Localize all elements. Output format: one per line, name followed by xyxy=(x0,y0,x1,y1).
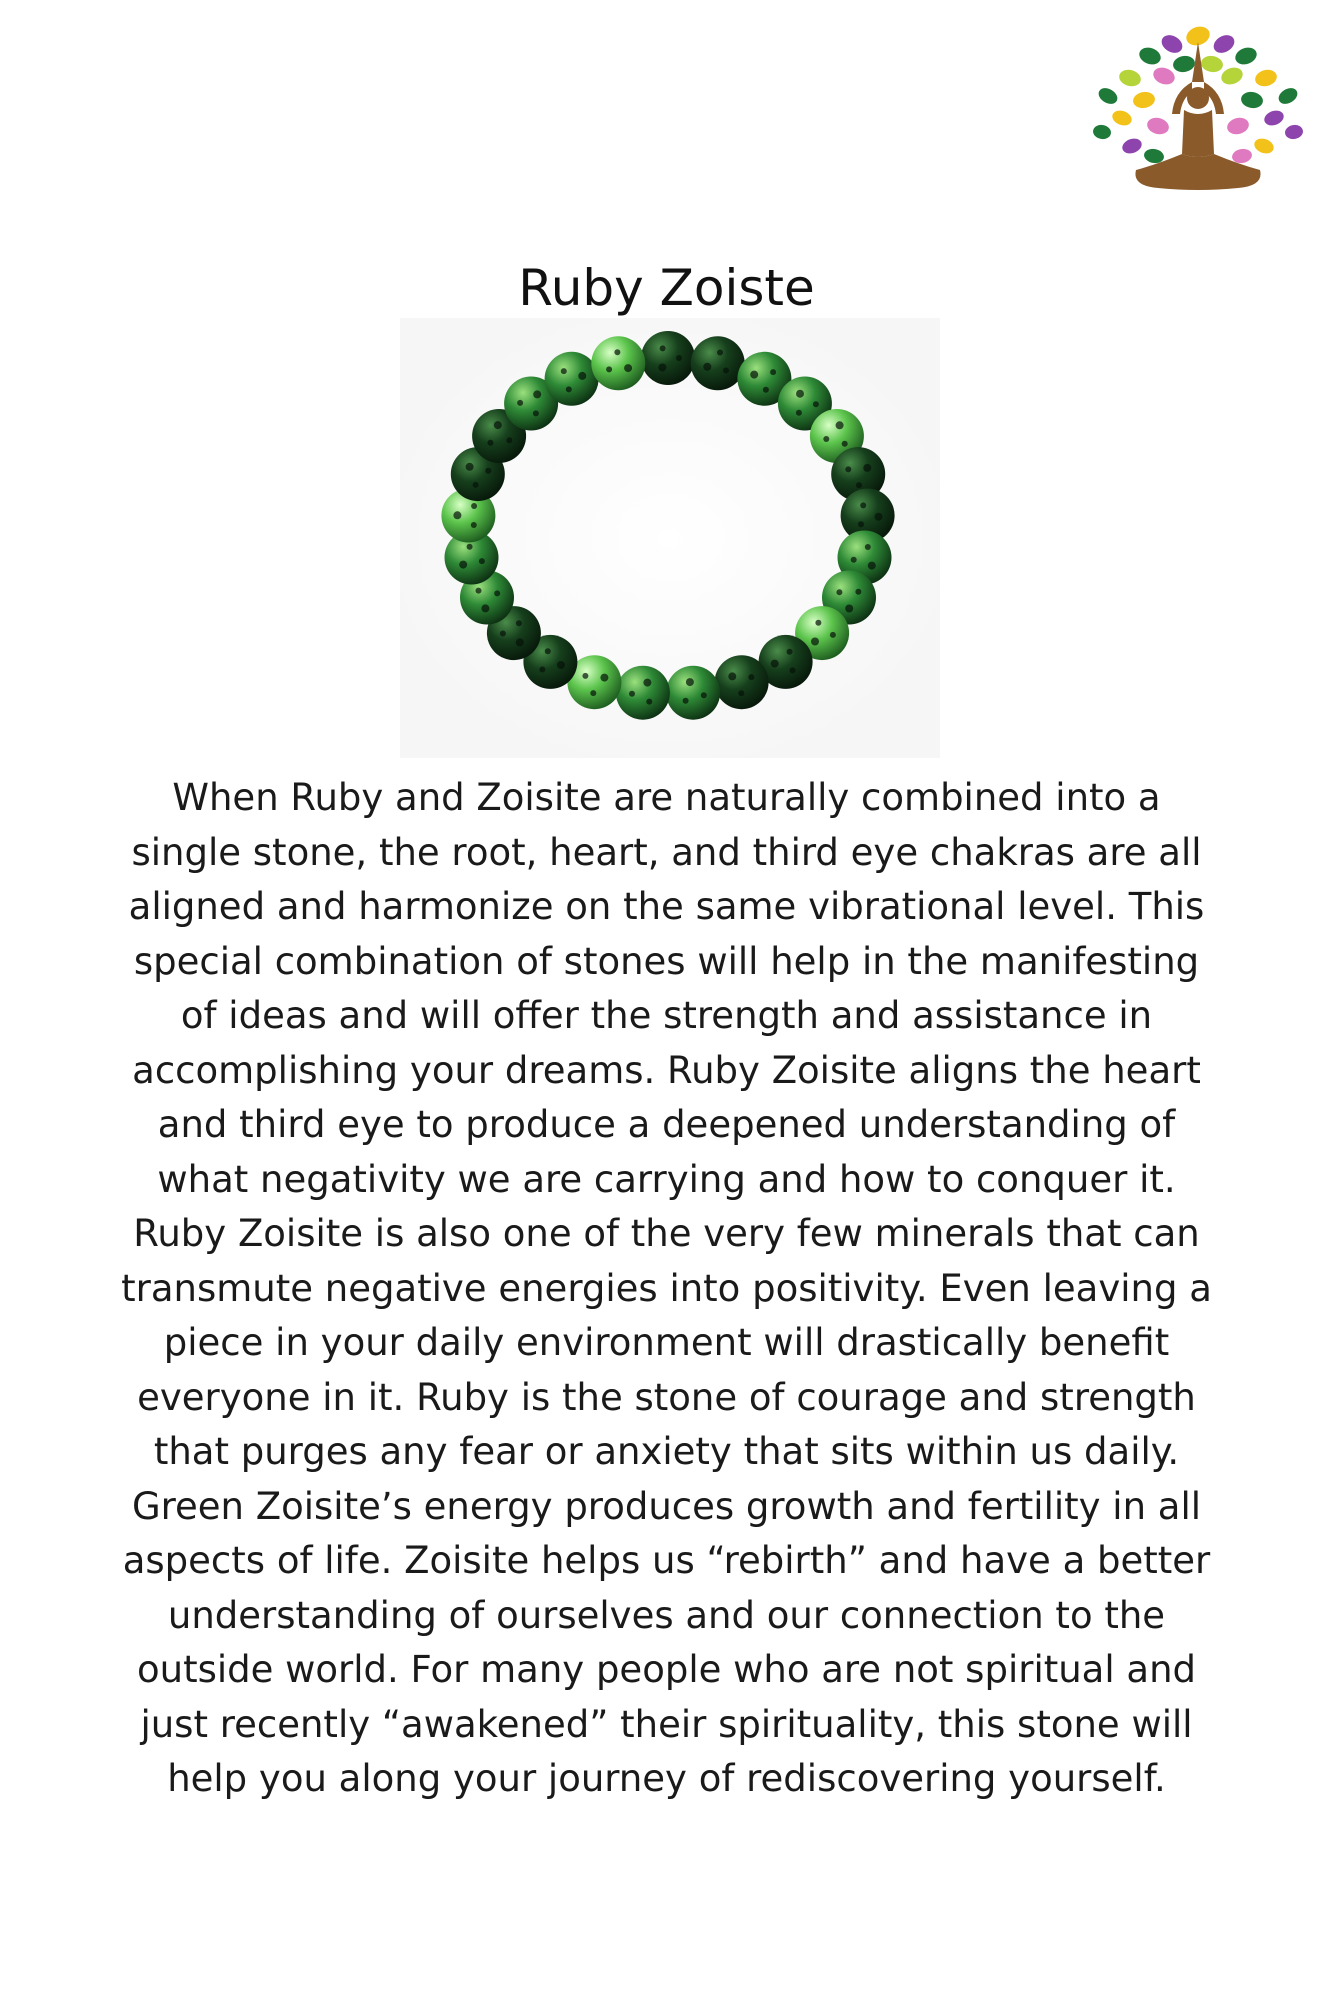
bead-speckle xyxy=(813,401,819,407)
bead-speckle xyxy=(494,590,500,596)
bead-speckle xyxy=(811,638,819,646)
bead-speckle xyxy=(660,345,666,351)
bead-speckle xyxy=(566,386,572,392)
bead-speckle xyxy=(473,482,479,488)
bead-speckle xyxy=(830,632,836,638)
meditating-figure-tree-logo xyxy=(1088,22,1308,212)
bead-speckle xyxy=(487,440,493,446)
bead-speckle xyxy=(606,366,612,372)
bead-speckle xyxy=(836,421,844,429)
bead-speckle xyxy=(750,371,758,379)
bead-speckle xyxy=(683,698,689,704)
bracelet-bead xyxy=(616,666,670,720)
bead-speckle xyxy=(561,368,567,374)
bead-speckle xyxy=(701,692,707,698)
bead-speckle xyxy=(500,631,506,637)
bead-speckle xyxy=(875,513,883,521)
bead-speckle xyxy=(796,410,802,416)
bead-speckle xyxy=(471,503,477,509)
bead-speckle xyxy=(851,557,857,563)
bead-speckle xyxy=(494,421,502,429)
bead-speckle xyxy=(856,482,862,488)
bead-speckle xyxy=(466,463,474,471)
bead-speckle xyxy=(686,678,694,686)
bead-speckle xyxy=(658,364,666,372)
bead-speckle xyxy=(723,368,729,374)
bead-speckle xyxy=(748,674,754,680)
bracelet-bead xyxy=(641,331,695,385)
bead-speckle xyxy=(481,604,489,612)
bead-speckle xyxy=(842,441,848,447)
bead-speckle xyxy=(787,649,793,655)
bead-speckle xyxy=(557,661,565,669)
bead-speckle xyxy=(516,620,522,626)
bead-speckle xyxy=(845,466,851,472)
bead-speckle xyxy=(479,558,485,564)
bead-speckle xyxy=(643,679,651,687)
bead-speckle xyxy=(516,638,524,646)
bracelet-bead xyxy=(666,666,720,720)
bead-speckle xyxy=(771,660,779,668)
bead-speckle xyxy=(796,390,804,398)
bead-speckle xyxy=(467,544,473,550)
bead-speckle xyxy=(590,690,596,696)
bead-speckle xyxy=(629,691,635,697)
bead-speckle xyxy=(815,620,821,626)
bead-speckle xyxy=(823,436,829,442)
bead-speckle xyxy=(614,349,620,355)
bead-speckle xyxy=(717,350,723,356)
bracelet-bead xyxy=(715,655,769,709)
bead-speckle xyxy=(855,589,861,595)
bead-speckle xyxy=(790,667,796,673)
bead-speckle xyxy=(858,521,864,527)
bead-speckle xyxy=(865,544,871,550)
bead-speckle xyxy=(539,667,545,673)
bead-speckle xyxy=(863,464,871,472)
bead-speckle xyxy=(624,364,632,372)
bead-speckle xyxy=(646,699,652,705)
bead-speckle xyxy=(728,672,736,680)
bead-speckle xyxy=(738,690,744,696)
bead-speckle xyxy=(517,400,523,406)
bead-speckle xyxy=(506,437,512,443)
bead-speckle xyxy=(868,562,876,570)
bead-speckle xyxy=(600,674,608,682)
bead-speckle xyxy=(763,387,769,393)
bead-speckle xyxy=(582,673,588,679)
bead-speckle xyxy=(485,468,491,474)
beaded-bracelet-image xyxy=(400,318,940,758)
bead-speckle xyxy=(770,369,776,375)
bead-speckle xyxy=(471,522,477,528)
bead-speckle xyxy=(453,511,461,519)
bracelet-bead xyxy=(691,336,745,390)
bead-speckle xyxy=(459,561,467,569)
bead-speckle xyxy=(845,605,853,613)
bead-speckle xyxy=(476,588,482,594)
bead-speckle xyxy=(860,502,866,508)
bead-speckle xyxy=(533,390,541,398)
bracelet-bead xyxy=(591,336,645,390)
bead-speckle xyxy=(533,410,539,416)
bead-speckle xyxy=(676,355,682,361)
stone-description: When Ruby and Zoisite are naturally combined into a single stone, the root, heart, and third eye chakras are all aligned and harmonize on the same vibrational level. This special combination of stones will help in the manifesting of ideas and will offer the strength and assistance in accomplishing your dreams. Ruby Zoisite aligns the heart and third eye to produce a deepened understanding of what negativity we are carrying and how to conquer it. Ruby Zoisite is also one of the very few minerals that can transmute negative energies into positivity. Even leaving a piece in your daily environment will drastically benefit everyone in it. Ruby is the stone of courage and strength that purges any fear or anxiety that sits within us daily. Green Zoisite’s energy produces growth and fertility in all aspects of life. Zoisite helps us “rebirth” and have a better understanding of ourselves and our connection to the outside world. For many people who are not spiritual and just recently “awakened” their spirituality, this stone will help you along your journey of rediscovering yourself. xyxy=(121,776,1212,1800)
bead-speckle xyxy=(545,648,551,654)
bead-speckle xyxy=(703,363,711,371)
bead-speckle xyxy=(836,589,842,595)
bracelet-bead xyxy=(545,352,599,406)
bead-speckle xyxy=(578,372,586,380)
page-title: Ruby Zoiste xyxy=(518,258,815,317)
